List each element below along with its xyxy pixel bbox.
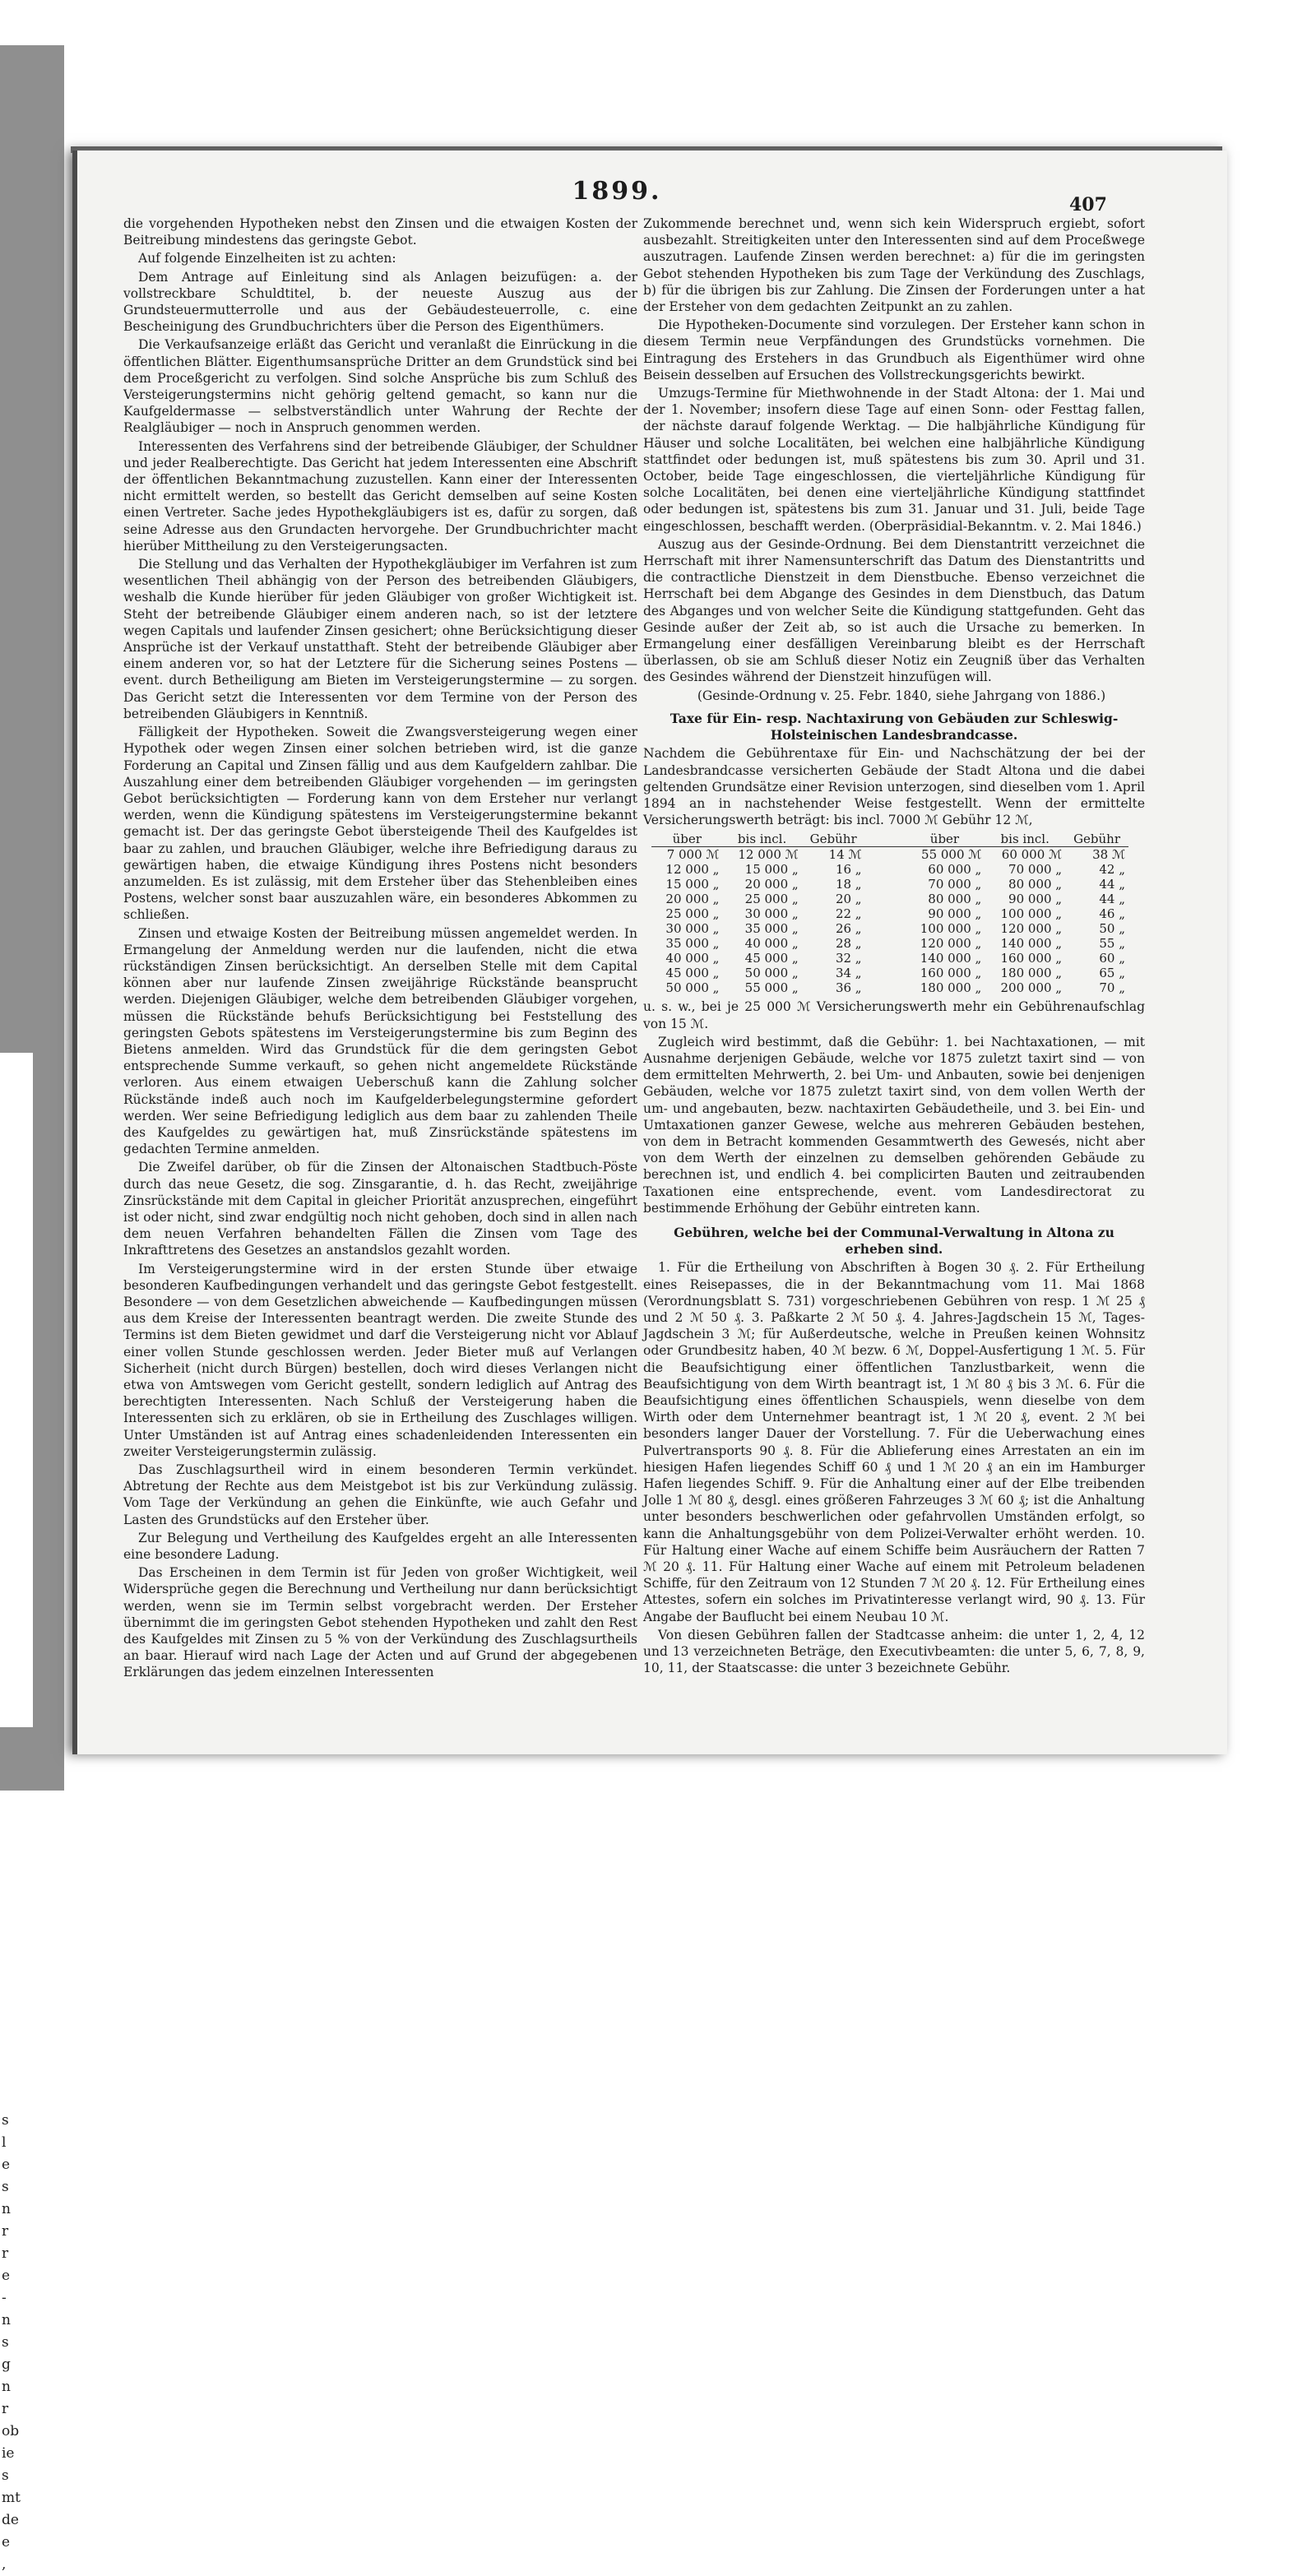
adjacent-char: s xyxy=(2,2467,9,2484)
fee-cell: 15 000 „ xyxy=(665,877,720,892)
fee-cell: 180 000 „ xyxy=(1000,966,1063,981)
fee-table-row xyxy=(651,906,1128,921)
adjacent-char: s xyxy=(2,2334,9,2351)
fee-cell: 18 „ xyxy=(835,877,862,892)
fee-cell: 20 „ xyxy=(835,892,862,907)
fee-gap xyxy=(865,906,905,921)
adjacent-char: r xyxy=(2,2401,9,2417)
fee-cell: 34 „ xyxy=(835,966,862,981)
fee-cell: 70 „ xyxy=(1099,980,1125,996)
adjacent-char: ie xyxy=(2,2445,15,2462)
adjacent-char: s xyxy=(2,2112,9,2129)
gebuehren-paragraph: 1. Für die Ertheilung von Abschriften à Bogen 30 ₰. 2. Für Ertheilung eines Reisepasses, die in der Bekanntmachung vom 11. Mai 1868 (Verordnungsblatt S. 731) vorgeschriebenen Gebühren von resp. 1 ℳ 25 ₰ und 2 ℳ 50 ₰. 3. Paßkarte 2 ℳ 50 ₰. 4. Jahres-Jagdschein 15 ℳ, Tages-Jagdschein 3 ℳ; für Außerdeutsche, welche in Preußen keinen Wohnsitz oder Grundbesitz haben, 40 ℳ bezw. 6 ℳ, Doppel-Ausfertigung 1 ℳ. 5. Für die Beaufsichtigung einer öffentlichen Tanzlustbarkeit, wenn die Beaufsichtigung von dem Wirth beantragt ist, 1 ℳ 80 ₰ bis 3 ℳ. 6. Für die Beaufsichtigung eines öffentlichen Schauspiels, wenn dieselbe von dem Wirth oder dem Unternehmer beantragt ist, 1 ℳ 20 ₰, event. 2 ℳ bei besonders langer Dauer der Vorstellung. 7. Für die Ueberwachung eines Pulvertransports 90 ₰. 8. Für die Ablieferung eines Arrestaten an ein im hiesigen Hafen liegendes Schiff 60 ₰ und 1 ℳ 20 ₰ an ein im Hamburger Hafen liegendes Schiff. 9. Für die Anhaltung einer auf der Elbe treibenden Jolle 1 ℳ 80 ₰, desgl. eines größeren Fahrzeuges 3 ℳ 60 ₰; ist die Anhaltung unter besonders beschwerlichen oder gefahrvollen Umständen erfolgt, so kann die Anhaltungsgebühr von dem Polizei-Verwalter erhöht werden. 10. Für Haltung einer Wache auf einem Schiffe beim Ausräuchern der Ratten 7 ℳ 20 ₰. 11. Für Haltung einer Wache auf einem mit Petroleum beladenen Schiffe, für den Zeitraum von 12 Stunden 7 ℳ 20 ₰. 12. Für Ertheilung eines Attestes, sofern ein solches im Privatinteresse verlangt wird, 90 ₰. 13. Für Angabe der Bauflucht bei einem Neubau 10 ℳ. xyxy=(643,1260,1145,1624)
paragraph: Im Versteigerungstermine wird in der ersten Stunde über etwaige besonderen Kaufbedingungen verhandelt und das geringste Gebot festgestellt. Besondere — von dem Gesetzlichen abweichende — Kaufbedingungen müssen aus dem Kreise der Interessenten beantragt werden. Die zweite Stunde des Termins ist dem Bieten gewidmet und darf die Versteigerung nicht vor Ablauf einer vollen Stunde geschlossen werden. Jeder Bieter muß auf Verlangen Sicherheit (nicht durch Bürgen) bestellen, doch wird dieses Verlangen nicht etwa von Amtswegen vom Gericht gestellt, sondern lediglich auf Antrag des berechtigten Interessenten. Nach Schluß der Versteigerung haben die Interessenten sich zu erklären, ob sie in Ertheilung des Zuschlages willigen. Unter Umständen ist auf Antrag eines schadenleidenden Interessenten ein zweiter Versteigerungstermin zulässig. xyxy=(123,1261,637,1459)
fee-gap xyxy=(865,966,905,980)
fee-cell: 15 000 „ xyxy=(744,862,799,878)
paragraph: Zur Belegung und Vertheilung des Kaufgeldes ergeht an alle Interessenten eine besondere Ladung. xyxy=(123,1530,637,1563)
page-number: 407 xyxy=(1069,194,1107,215)
adjacent-char: mt xyxy=(2,2490,21,2506)
adjacent-char: g xyxy=(2,2356,11,2373)
paragraph: Die Zweifel darüber, ob für die Zinsen der Altonaischen Stadtbuch-Pöste durch das neue Gesetz, die sog. Zinsgarantie, d. h. das Recht, zweijährige Zinsrückstände mit dem Capital in gleicher Priorität anzusprechen, eingeführt ist oder nicht, sind zwar endgültig noch nicht gehoben, doch sind in allen nach dem neuen Verfahren behandelten Fällen die Zinsen vom Tage des Inkrafttretens des Gesetzes an anstandslos gezahlt worden. xyxy=(123,1160,637,1258)
fee-cell: 80 000 „ xyxy=(928,892,982,907)
fee-cell: 55 000 „ xyxy=(744,980,799,996)
paragraph: u. s. w., bei je 25 000 ℳ Versicherungswerth mehr ein Gebührenaufschlag von 15 ℳ. xyxy=(643,999,1145,1031)
fee-cell: 45 000 „ xyxy=(744,951,799,966)
fee-gap xyxy=(865,980,905,995)
adjacent-char: ob xyxy=(2,2423,20,2439)
fee-cell: 14 ℳ xyxy=(828,847,862,863)
fee-header-cell: bis incl. xyxy=(722,832,801,847)
adjacent-char: , xyxy=(2,2556,7,2573)
adjacent-char: n xyxy=(2,2379,11,2395)
gesinde-paragraph: Auszug aus der Gesinde-Ordnung. Bei dem Dienstantritt verzeichnet die Herrschaft mit ihrer Namensunterschrift das Datum des Dienstantritts und die contractliche Dienstzeit in dem Dienstbuche. Ebenso verzeichnet die Herrschaft bei dem Abgange des Gesindes in dem Dienstbuch, das Datum des Abganges und von welcher Seite die Kündigung stattgefunden. Geht das Gesinde außer der Zeit ab, so ist auch die Ursache zu bemerken. In Ermangelung einer desfälligen Vereinbarung bleibt es der Herrschaft überlassen, ob sie am Schluß dieser Notiz ein Zeugniß über das Verhalten des Gesindes während der Dienstzeit hinzufügen will. xyxy=(643,536,1145,685)
fee-cell: 160 000 „ xyxy=(1000,951,1063,966)
fee-cell: 100 000 „ xyxy=(920,921,982,937)
fee-gap xyxy=(865,877,905,892)
fee-cell: 65 „ xyxy=(1099,966,1125,981)
paragraph: Zukommende berechnet und, wenn sich kein Widerspruch ergiebt, sofort ausbezahlt. Streitigkeiten unter den Interessenten sind auf dem Proceßwege auszutragen. Laufende Zinsen werden berechnet: a) für die im geringsten Gebot stehenden Hypotheken bis zum Tage der Verkündung des Zuschlags, b) für die übrigen bis zur Zahlung. Die Zinsen der Forderungen unter a hat der Ersteher von dem gedachten Zeitpunkt an zu zahlen. xyxy=(643,216,1145,315)
adjacent-char: n xyxy=(2,2201,11,2217)
fee-table-row xyxy=(651,847,1128,863)
fee-cell: 70 000 „ xyxy=(1008,862,1063,878)
fee-gap xyxy=(865,862,905,877)
fee-header-cell: über xyxy=(651,832,722,847)
fee-gap xyxy=(865,892,905,906)
gebuehren-heading: Gebühren, welche bei der Communal-Verwaltung in Altona zu erheben sind. xyxy=(674,1224,1114,1258)
fee-gap xyxy=(865,847,905,863)
fee-cell: 50 000 „ xyxy=(744,966,799,981)
adjacent-char: s xyxy=(2,2179,9,2195)
fee-cell: 120 000 „ xyxy=(920,936,982,952)
fee-gap xyxy=(865,936,905,951)
adjacent-char: e xyxy=(2,2157,11,2173)
fee-cell: 42 „ xyxy=(1099,862,1125,878)
adjacent-char: n xyxy=(2,2312,11,2328)
fee-gap xyxy=(865,951,905,966)
paragraph: Interessenten des Verfahrens sind der betreibende Gläubiger, der Schuldner und jeder Realberechtigte. Das Gericht hat jedem Interessenten eine Abschrift der öffentlichen Bekanntmachung zuzustellen. Kann einer der Interessenten nicht ermittelt werden, so bestellt das Gericht demselben auf seine Kosten einen Vertreter. Sache jedes Hypothekgläubigers ist es, dafür zu sorgen, daß seine Adresse aus den Grundacten hervorgehe. Der Grundbuchrichter macht hierüber Mittheilung zu den Versteigerungsacten. xyxy=(123,438,637,554)
fee-cell: 44 „ xyxy=(1099,892,1125,907)
fee-cell: 35 000 „ xyxy=(665,936,720,952)
fee-cell: 140 000 „ xyxy=(1000,936,1063,952)
paragraph: Fälligkeit der Hypotheken. Soweit die Zwangsversteigerung wegen einer Hypothek oder wegen Zinsen einer solchen betrieben wird, ist die ganze Forderung an Capital und Zinsen fällig und aus dem Kaufgeldern zahlbar. Die Auszahlung einer dem betreibenden Gläubiger vorgehenden — im geringsten Gebot berücksichtigten — Forderung kann von dem Ersteher nur verlangt werden, wenn die Kündigung spätestens im Versteigerungstermine bekannt gemacht ist. Der das geringste Gebot übersteigende Theil des Kaufgeldes ist baar zu zahlen, und brauchen Gläubiger, welche ihre Befriedigung daraus zu gewärtigen haben, die etwaige Kündigung ihres Postens nicht besonders anzumelden. Es ist zulässig, mit dem Ersteher über das Stehenbleiben eines Postens, welcher sonst baar auszuzahlen wäre, ein besonderes Abkommen zu schließen. xyxy=(123,725,637,923)
paragraph: Die Verkaufsanzeige erläßt das Gericht und veranlaßt die Einrückung in die öffentlichen Blätter. Eigenthumsansprüche Dritter an dem Grundstück sind bei dem Proceßgericht zu verfolgen. Sind solche Ansprüche bis zum Schluß des Versteigerungstermins nicht gehörig geltend gemacht, so kann nur die Kaufgeldermasse — selbstverständlich unter Wahrung der Rechte der Realgläubiger — noch in Anspruch genommen werden. xyxy=(123,337,637,436)
fee-gap xyxy=(865,921,905,936)
fee-cell: 70 000 „ xyxy=(928,877,982,892)
paragraph: Die Stellung und das Verhalten der Hypothekgläubiger im Verfahren ist zum wesentlichen Theil abhängig von der Person des betreibenden Gläubigers, weshalb die Kunde hierüber für jeden Gläubiger von großer Wichtigkeit ist. Steht der betreibende Gläubiger einem anderen nach, so ist der letztere wegen Capitals und laufender Zinsen gesichert; ohne Berücksichtigung dieser Ansprüche ist der Verkauf unstatthaft. Steht der betreibende Gläubiger aber einem anderen vor, so hat der Letztere für die Sicherung seines Postens — event. durch Betheiligung am Bieten im Versteigerungstermine — zu sorgen. Das Gericht setzt die Interessenten vor dem Termine von der Person des betreibenden Gläubigers in Kenntniß. xyxy=(123,557,637,721)
fee-cell: 50 000 „ xyxy=(665,980,720,996)
fee-cell: 90 000 „ xyxy=(928,906,982,922)
fee-cell: 90 000 „ xyxy=(1008,892,1063,907)
paragraph: die vorgehenden Hypotheken nebst den Zinsen und die etwaigen Kosten der Beitreibung mindestens das geringste Gebot. xyxy=(123,216,637,248)
fee-cell: 160 000 „ xyxy=(920,966,982,981)
fee-cell: 44 „ xyxy=(1099,877,1125,892)
fee-header-cell: Gebühr xyxy=(802,832,865,847)
fee-cell: 46 „ xyxy=(1099,906,1125,922)
fee-header-cell: bis incl. xyxy=(985,832,1065,847)
gesinde-reference: (Gesinde-Ordnung v. 25. Febr. 1840, siehe Jahrgang von 1886.) xyxy=(697,688,1106,703)
fee-cell: 60 „ xyxy=(1099,951,1125,966)
fee-cell: 12 000 „ xyxy=(665,862,720,878)
fee-cell: 200 000 „ xyxy=(1000,980,1063,996)
fee-cell: 180 000 „ xyxy=(920,980,982,996)
fee-cell: 140 000 „ xyxy=(920,951,982,966)
fee-cell: 7 000 ℳ xyxy=(666,847,720,863)
fee-table-row xyxy=(651,892,1128,906)
umzug-paragraph: Umzugs-Termine für Miethwohnende in der Stadt Altona: der 1. Mai und der 1. November; insofern diese Tage auf einen Sonn- oder Festtag fallen, der nächste darauf folgende Werktag. — Die halbjährliche Kündigung für Häuser und solche Localitäten, bei welchen eine halbjährliche Kündigung stattfindet oder bedungen ist, muß spätestens bis zum 30. April und 31. October, beide Tage eingeschlossen, die vierteljährliche Kündigung für solche Localitäten, bei denen eine vierteljährliche Kündigung stattfindet oder bedungen ist, spätestens bis zum 31. Januar und 31. Juli, beide Tage eingeschlossen, beschafft werden. (Oberpräsidial-Bekanntm. v. 2. Mai 1846.) xyxy=(643,386,1145,534)
fee-cell: 26 „ xyxy=(835,921,862,937)
adjacent-char: e xyxy=(2,2534,11,2551)
fee-cell: 25 000 „ xyxy=(744,892,799,907)
closing-paragraph: Von diesen Gebühren fallen der Stadtcasse anheim: die unter 1, 2, 4, 12 und 13 verzeichneten Beträge, den Executivbeamten: die unter 5, 6, 7, 8, 9, 10, 11, der Staatscasse: die unter 3 bezeichnete Gebühr. xyxy=(643,1627,1145,1676)
left-column xyxy=(123,215,637,1683)
paragraph: Zinsen und etwaige Kosten der Beitreibung müssen angemeldet werden. In Ermangelung der Anmeldung werden nur die laufenden, nicht die etwa rückständigen Zinsen berücksichtigt. An derselben Stelle mit dem Capital können aber nur laufende Zinsen zweijährige Rückstände beansprucht werden. Diejenigen Gläubiger, welche dem betreibenden Gläubiger vorgehen, müssen die Rückstände behufs Berücksichtigung bei Feststellung des geringsten Gebots spätestens im Versteigerungstermine bis zum Beginn des Bietens anmelden. Wird das Grundstück für die dem geringsten Gebot entsprechende Summe verkauft, so gehen nicht angemeldete Rückstände verloren. Aus einem etwaigen Ueberschuß kann die Zahlung solcher Rückstände indeß auch noch im Kaufgelderbelegungstermine gefordert werden. Wer seine Befriedigung lediglich aus dem baar zu zahlenden Theile des Kaufgeldes zu gewärtigen hat, muß Zinsrückstände spätestens im gedachten Termine anmelden. xyxy=(123,925,637,1157)
fee-table-header xyxy=(651,832,1128,847)
adjacent-char: e xyxy=(2,2268,11,2284)
fee-table-row xyxy=(651,936,1128,951)
paragraph: Zugleich wird bestimmt, daß die Gebühr: 1. bei Nachtaxationen, — mit Ausnahme derjenigen Gebäude, welche vor 1875 zuletzt taxirt sind — von dem ermittelten Mehrwerth, 2. bei Um- und Anbauten, sowie bei denjenigen Gebäuden, welche vor 1875 zuletzt taxirt sind, von dem vollen Werth der um- und angebauten, bezw. nachtaxirten Gebäudetheile, und 3. bei Ein- und Umtaxationen ganzer Gewese, welche aus mehreren Gebäuden bestehen, von dem in Betracht kommenden Gesammtwerth des Gewesés, nicht aber von dem Werth der einzelnen zu demselben gehörenden Gebäude zu berechnen ist, und endlich 4. bei complicirten Bauten und zeitraubenden Taxationen eine entsprechende, event. vom Landesdirectorat zu bestimmende Erhöhung der Gebühr eintreten kann. xyxy=(643,1034,1145,1216)
page-year: 1899. xyxy=(572,177,662,206)
adjacent-char: l xyxy=(2,2134,7,2151)
fee-table-row xyxy=(651,966,1128,980)
fee-cell: 20 000 „ xyxy=(665,892,720,907)
fee-cell: 35 000 „ xyxy=(744,921,799,937)
fee-cell: 16 „ xyxy=(835,862,862,878)
adjacent-char: r xyxy=(2,2245,9,2262)
fee-cell: 30 000 „ xyxy=(665,921,720,937)
taxe-heading: Taxe für Ein- resp. Nachtaxirung von Gebäuden zur Schleswig-Holsteinischen Landesbrandcasse. xyxy=(670,710,1119,744)
fee-cell: 100 000 „ xyxy=(1000,906,1063,922)
fee-cell: 20 000 „ xyxy=(744,877,799,892)
paragraph: Das Erscheinen in dem Termin ist für Jeden von großer Wichtigkeit, weil Widersprüche gegen die Berechnung und Vertheilung nur dann berücksichtigt werden, wenn sie im Termin selbst vorgebracht werden. Der Ersteher übernimmt die im geringsten Gebot stehenden Hypotheken und zahlt den Rest des Kaufgeldes mit Zinsen zu 5 % von der Verkündung des Zuschlagsurtheils an baar. Hierauf wird nach Lage der Acten und auf Grund der abgegebenen Erklärungen das jedem einzelnen Interessenten xyxy=(123,1565,637,1680)
adjacent-char: - xyxy=(2,2290,7,2306)
fee-table-row xyxy=(651,877,1128,892)
fee-header-cell: Gebühr xyxy=(1065,832,1128,847)
adjacent-char: r xyxy=(2,2223,9,2240)
right-column xyxy=(643,215,1145,1678)
fee-cell: 30 000 „ xyxy=(744,906,799,922)
fee-cell: 38 ℳ xyxy=(1092,847,1125,863)
fee-cell: 60 000 ℳ xyxy=(1001,847,1063,863)
adjacent-char: de xyxy=(2,2512,19,2528)
fee-table-body xyxy=(651,847,1128,996)
fee-table-row xyxy=(651,862,1128,877)
fee-table-row xyxy=(651,921,1128,936)
fee-cell: 80 000 „ xyxy=(1008,877,1063,892)
fee-cell: 22 „ xyxy=(835,906,862,922)
paragraph: Dem Antrage auf Einleitung sind als Anlagen beizufügen: a. der vollstreckbare Schuldtitel, b. der neueste Auszug aus der Grundsteuermutterrolle und aus der Gebäudesteuerrolle, c. eine Bescheinigung des Grundbuchrichters über die Person des Eigenthümers. xyxy=(123,269,637,335)
fee-cell: 12 000 ℳ xyxy=(738,847,799,863)
fee-cell: 40 000 „ xyxy=(665,951,720,966)
paragraph: Die Hypotheken-Documente sind vorzulegen. Der Ersteher kann schon in diesem Termin neue Verpfändungen des Grundstücks vornehmen. Die Eintragung des Erstehers in das Grundbuch als Eigenthümer wird ohne Beisein desselben auf Ersuchen des Vollstreckungsgerichts bewirkt. xyxy=(643,317,1145,382)
fee-cell: 36 „ xyxy=(835,980,862,996)
fee-cell: 28 „ xyxy=(835,936,862,952)
fee-table-row xyxy=(651,980,1128,995)
taxe-paragraph: Nachdem die Gebührentaxe für Ein- und Nachschätzung der bei der Landesbrandcasse versicherten Gebäude der Stadt Altona und die dabei geltenden Grundsätze einer Revision unterzogen, sind dieselben vom 1. April 1894 an in nachstehender Weise festgestellt. Wenn der ermittelte Versicherungswerth beträgt: bis incl. 7000 ℳ Gebühr 12 ℳ, xyxy=(643,746,1145,828)
fee-header-cell: über xyxy=(905,832,985,847)
fee-cell: 45 000 „ xyxy=(665,966,720,981)
fee-cell: 40 000 „ xyxy=(744,936,799,952)
fee-table xyxy=(651,832,1128,995)
paragraph: Auf folgende Einzelheiten ist zu achten: xyxy=(138,251,396,266)
adjacent-page-chars xyxy=(2,2110,31,2576)
fee-cell: 50 „ xyxy=(1099,921,1125,937)
fee-cell: 60 000 „ xyxy=(928,862,982,878)
fee-cell: 25 000 „ xyxy=(665,906,720,922)
fee-cell: 55 „ xyxy=(1099,936,1125,952)
fee-cell: 32 „ xyxy=(835,951,862,966)
paragraph: Das Zuschlagsurtheil wird in einem besonderen Termin verkündet. Abtretung der Rechte aus dem Meistgebot ist bis zur Verkündung zulässig. Vom Tage der Verkündung an gehen die Einkünfte, wie auch Gefahr und Lasten des Grundstücks auf den Ersteher über. xyxy=(123,1462,637,1527)
fee-table-row xyxy=(651,951,1128,966)
fee-cell: 55 000 ℳ xyxy=(921,847,982,863)
fee-header-gap xyxy=(865,832,905,847)
fee-cell: 120 000 „ xyxy=(1000,921,1063,937)
adjacent-page-text-area xyxy=(0,1053,33,2573)
